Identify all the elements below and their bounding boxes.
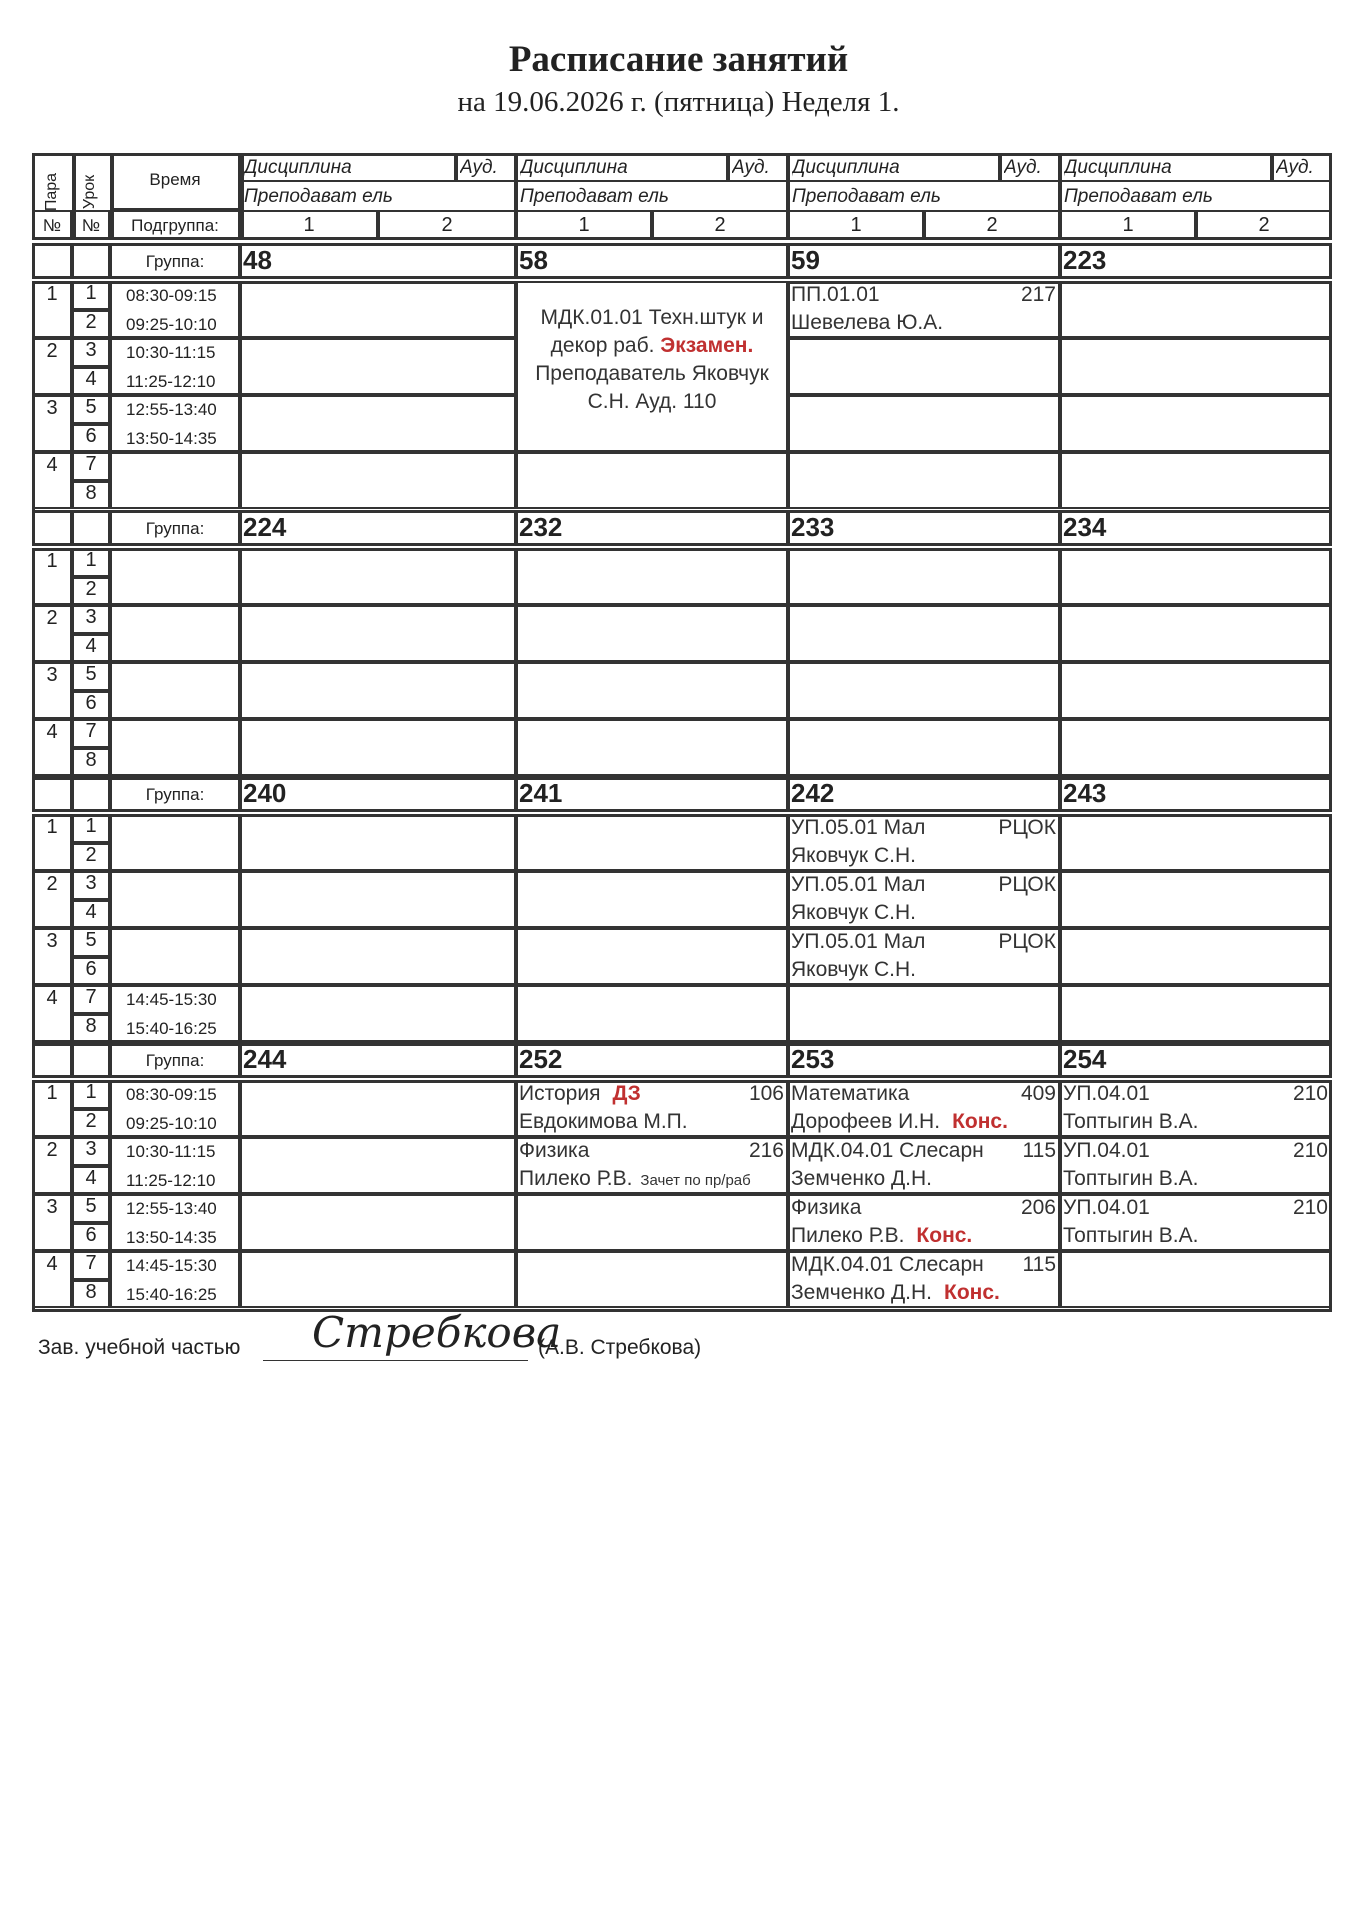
time-cell [110,1080,240,1137]
header-discipline-label: Дисциплина [792,157,900,178]
lesson-subject [791,283,1003,307]
lesson-room: 115 [1022,1139,1056,1162]
time-slot: 13:50-14:35 [126,1227,217,1247]
time-slot: 08:30-09:15 [126,286,217,305]
time-slot: 13:50-14:35 [126,428,217,448]
urok-number: 3 [85,1138,97,1160]
header-sub1-label: 1 [850,214,862,236]
header-sub1-label: 1 [303,214,315,236]
lesson-cell [1060,1251,1332,1308]
lesson-cell [240,338,516,395]
urok-number: 2 [85,843,97,866]
lesson-subject-text: УП.04.01 [1063,1139,1150,1162]
lesson-teacher-text: Земченко Д.Н. [791,1166,933,1190]
time-cell [110,281,240,338]
group-name: 243 [1063,778,1107,808]
header-discipline-label: Дисциплина [244,157,352,178]
group-label: Группа: [145,252,205,271]
urok-number: 5 [85,396,97,418]
urok-number: 6 [85,957,97,980]
lesson-cell [788,662,1060,719]
lesson-teacher-text: Яковчук С.Н. [791,843,916,867]
time-slot: 11:25-12:10 [126,1170,216,1190]
group-row-blank [72,1042,110,1078]
time-cell [110,1194,240,1251]
lesson-cell [1060,662,1332,719]
urok-number: 8 [85,748,97,771]
signature: Стребкова [312,1308,562,1357]
time-cell [110,985,240,1042]
time-cell [110,1251,240,1308]
urok-number: 8 [85,1014,97,1037]
lesson-cell [1060,281,1332,338]
lesson-teacher [791,311,1057,335]
urok-number: 2 [85,310,97,333]
lesson-subject-text: МДК.04.01 Слесарн [791,1139,984,1162]
lesson-subject-text: Математика [791,1082,910,1105]
para-number: 1 [46,1082,58,1104]
lesson-teacher [791,1110,1057,1134]
lesson-teacher-text: Яковчук С.Н. [791,900,916,924]
urok-number: 7 [85,720,97,742]
urok-number: 3 [85,872,97,894]
lesson-cell [788,719,1060,776]
time-slot: 12:55-13:40 [126,400,217,419]
header-discipline-label: Дисциплина [1064,157,1172,178]
lesson-teacher [791,1224,1057,1248]
lesson-cell [516,548,788,605]
lesson-subject [791,1139,1003,1163]
lesson-teacher-text: Евдокимова М.П. [519,1109,688,1133]
group-name: 223 [1063,245,1107,275]
urok-number: 1 [85,549,97,571]
header-teacher-label: Преподават ель [1064,186,1213,207]
lesson-room: 216 [748,1139,784,1162]
lesson-subject [791,816,1003,840]
lesson-subject-text: УП.05.01 Мал [791,873,926,896]
urok-number: 7 [85,986,97,1008]
header-teacher-label: Преподават ель [792,186,941,207]
time-slot: 11:25-12:10 [126,371,216,391]
lesson-room: 210 [1292,1082,1328,1105]
para-number: 2 [46,607,58,629]
footer-label: Зав. учебной частью [38,1336,241,1359]
lesson-cell [516,814,788,871]
lesson-subject: МДК.01.01 Техн.штук и [540,306,764,329]
urok-number: 5 [85,929,97,951]
group-name: 59 [791,245,820,275]
lesson-room: 206 [1020,1196,1056,1219]
group-name: 48 [243,245,272,275]
lesson-cell [240,719,516,776]
lesson-room: 106 [748,1082,784,1105]
lesson-room: 210 [1292,1196,1328,1219]
lesson-cell [1060,452,1332,509]
lesson-subject-text: УП.05.01 Мал [791,816,926,839]
lesson-subject-text: УП.04.01 [1063,1196,1150,1219]
lesson-cell [1060,871,1332,928]
header-sub1-label: 1 [1122,214,1134,236]
lesson-cell [516,662,788,719]
time-cell [110,338,240,395]
lesson-cell [788,452,1060,509]
lesson-cell [1060,814,1332,871]
lesson-subject-text: ПП.01.01 [791,283,880,306]
lesson-subject-text: Физика [791,1196,862,1219]
lesson-cell [788,605,1060,662]
lesson-cell [1060,395,1332,452]
time-cell [110,395,240,452]
lesson-cell [240,814,516,871]
lesson-cell [516,928,788,985]
lesson-cell [1060,719,1332,776]
lesson-cell [1060,338,1332,395]
lesson-cell [240,1080,516,1137]
urok-number: 1 [85,1081,97,1103]
urok-number: 1 [85,282,97,304]
lesson-teacher-text: Топтыгин В.А. [1063,1223,1199,1247]
page-subtitle: на 19.06.2026 г. (пятница) Неделя 1. [457,86,900,118]
lesson-subject-text: УП.05.01 Мал [791,930,926,953]
lesson-subject [791,873,1003,897]
lesson-teacher [1063,1224,1329,1248]
para-number: 2 [46,873,58,895]
lesson-cell [516,719,788,776]
lesson-teacher: Преподаватель Яковчук [535,362,769,385]
lesson-cell [240,452,516,509]
group-row-blank [32,1042,72,1078]
lesson-room: РЦОК [998,816,1056,839]
para-number: 3 [46,397,58,419]
header-no-label: № [81,216,101,235]
lesson-teacher-text: Пилеко Р.В. [791,1223,905,1247]
time-slot: 14:45-15:30 [126,990,217,1009]
time-cell [110,662,240,719]
lesson-subject [519,1082,731,1106]
para-number: 3 [46,1196,58,1218]
urok-number: 3 [85,339,97,361]
urok-number: 8 [85,481,97,504]
header-sub2-label: 2 [714,214,726,236]
lesson-teacher-text: Дорофеев И.Н. [791,1109,941,1133]
time-slot: 09:25-10:10 [126,314,217,334]
lesson-subject [1063,1139,1275,1163]
lesson-teacher [791,1281,1057,1305]
lesson-cell [788,985,1060,1042]
urok-number: 7 [85,453,97,475]
urok-number: 4 [85,1166,97,1189]
group-name: 234 [1063,512,1107,542]
lesson-cell [240,985,516,1042]
header-aud-divider-0 [454,153,458,182]
group-row-blank [32,776,72,812]
lesson-subject [791,1196,1003,1220]
header-para-label: Пара [43,172,60,212]
lesson-note: Зачет по пр/раб [640,1171,751,1189]
lesson-cell [240,281,516,338]
para-number: 4 [46,454,58,476]
time-slot: 12:55-13:40 [126,1199,217,1218]
lesson-teacher-text: Земченко Д.Н. [791,1280,933,1304]
header-discipline-label: Дисциплина [520,157,628,178]
para-number: 1 [46,283,58,305]
header-urok-label: Урок [81,174,98,210]
footer-name: (А.В. Стребкова) [538,1336,702,1359]
lesson-teacher [1063,1167,1329,1191]
header-aud-divider-3 [1270,153,1274,182]
header-time-label: Время [149,170,201,189]
page-title: Расписание занятий [508,39,849,80]
header-sub2-label: 2 [1258,214,1270,236]
lesson-room: С.Н. Ауд. 110 [587,390,717,413]
lesson-subject [519,1139,731,1163]
time-cell [110,452,240,509]
lesson-cell [516,985,788,1042]
group-label: Группа: [145,785,205,804]
lesson-subject [791,930,1003,954]
urok-number: 6 [85,691,97,714]
group-name: 240 [243,778,287,808]
exam-badge: Экзамен. [660,334,754,357]
lesson-subject-text: МДК.04.01 Слесарн [791,1253,984,1276]
lesson-cell [1060,928,1332,985]
time-cell [110,814,240,871]
time-cell [110,548,240,605]
lesson-teacher [519,1110,785,1134]
lesson-teacher-text: Шевелева Ю.А. [791,310,944,334]
lesson-teacher-text: Топтыгин В.А. [1063,1166,1199,1190]
header-aud-label: Ауд. [732,157,770,178]
lesson-cell [788,395,1060,452]
urok-number: 6 [85,424,97,447]
para-number: 2 [46,1139,58,1161]
lesson-cell [240,1251,516,1308]
lesson-cell [1060,548,1332,605]
lesson-teacher-text: Яковчук С.Н. [791,957,916,981]
lesson-room: 409 [1020,1082,1056,1105]
lesson-cell [516,871,788,928]
header-subgroup-label: Подгруппа: [131,216,219,235]
group-label: Группа: [145,1051,205,1070]
time-slot: 08:30-09:15 [126,1085,217,1104]
lesson-cell [240,928,516,985]
group-row-blank [72,776,110,812]
header-aud-label: Ауд. [1276,157,1314,178]
urok-number: 5 [85,663,97,685]
lesson-tag: Конс. [944,1280,1000,1304]
urok-number: 1 [85,815,97,837]
lesson-subject-text: История [519,1082,601,1105]
lesson-cell [240,871,516,928]
urok-number: 3 [85,606,97,628]
group-name: 254 [1063,1044,1107,1074]
time-cell [110,719,240,776]
lesson-teacher [791,901,1057,925]
group-row-blank [72,243,110,279]
lesson-cell [240,548,516,605]
lesson-cell [240,605,516,662]
group-label: Группа: [145,519,205,538]
lesson-room: 210 [1292,1139,1328,1162]
group-name: 244 [243,1044,287,1074]
urok-number: 5 [85,1195,97,1217]
para-number: 1 [46,816,58,838]
para-number: 1 [46,550,58,572]
urok-number: 7 [85,1252,97,1274]
header-aud-divider-2 [998,153,1002,182]
lesson-room: РЦОК [998,873,1056,896]
urok-number: 2 [85,1109,97,1132]
header-teacher-label: Преподават ель [244,186,393,207]
urok-number: 4 [85,367,97,390]
group-name: 232 [519,512,563,542]
lesson-room: 217 [1020,283,1056,306]
header-sub2-label: 2 [441,214,453,236]
time-slot: 10:30-11:15 [126,343,216,362]
urok-number: 4 [85,900,97,923]
lesson-room: 115 [1022,1253,1056,1276]
group-name: 241 [519,778,563,808]
para-number: 4 [46,987,58,1009]
urok-number: 6 [85,1223,97,1246]
time-slot: 15:40-16:25 [126,1284,217,1304]
lesson-cell [788,338,1060,395]
lesson-tag: ДЗ [612,1082,641,1105]
lesson-cell [516,1251,788,1308]
lesson-teacher [791,958,1057,982]
para-number: 4 [46,1253,58,1275]
header-no-label: № [42,216,62,235]
group-name: 252 [519,1044,563,1074]
group-name: 224 [243,512,287,542]
para-number: 4 [46,721,58,743]
header-aud-label: Ауд. [460,157,498,178]
lesson-teacher [791,1167,1057,1191]
lesson-cell [516,1194,788,1251]
lesson-subject-line2 [516,334,788,358]
lesson-teacher-text: Пилеко Р.В. [519,1166,633,1190]
lesson-subject [1063,1082,1275,1106]
group-name: 58 [519,245,548,275]
lesson-subject [791,1253,1003,1277]
lesson-tag: Конс. [952,1109,1008,1133]
lesson-subject-text: УП.04.01 [1063,1082,1150,1105]
time-cell [110,928,240,985]
lesson-teacher [1063,1110,1329,1134]
lesson-subject [791,1082,1003,1106]
lesson-room: РЦОК [998,930,1056,953]
lesson-cell [240,395,516,452]
lesson-tag: Конс. [916,1223,973,1247]
header-aud-divider-1 [726,153,730,182]
urok-number: 2 [85,577,97,600]
time-slot: 14:45-15:30 [126,1256,217,1275]
lesson-cell [240,662,516,719]
group-row-blank [32,243,72,279]
time-slot: 09:25-10:10 [126,1113,217,1133]
lesson-cell [240,1194,516,1251]
lesson-cell [516,605,788,662]
lesson-teacher [791,844,1057,868]
lesson-cell [788,548,1060,605]
para-number: 3 [46,930,58,952]
group-name: 233 [791,512,835,542]
time-cell [110,605,240,662]
lesson-teacher-text: Топтыгин В.А. [1063,1109,1199,1133]
lesson-cell [516,452,788,509]
header-sub1-label: 1 [578,214,590,236]
group-name: 253 [791,1044,835,1074]
group-name: 242 [791,778,835,808]
header-teacher-label: Преподават ель [520,186,669,207]
signature-line [263,1360,528,1361]
lesson-teacher [519,1167,785,1191]
urok-number: 4 [85,634,97,657]
time-cell [110,1137,240,1194]
para-number: 3 [46,664,58,686]
header-aud-label: Ауд. [1004,157,1042,178]
lesson-subject [1063,1196,1275,1220]
time-slot: 15:40-16:25 [126,1018,217,1038]
group-row-blank [72,510,110,546]
time-slot: 10:30-11:15 [126,1142,216,1161]
group-row-blank [32,510,72,546]
lesson-cell [1060,605,1332,662]
time-cell [110,871,240,928]
header-sub2-label: 2 [986,214,998,236]
lesson-cell [1060,985,1332,1042]
urok-number: 8 [85,1280,97,1303]
lesson-cell [240,1137,516,1194]
para-number: 2 [46,340,58,362]
lesson-subject-text: Физика [519,1139,590,1162]
lesson-subject-part: декор раб. [550,334,661,357]
